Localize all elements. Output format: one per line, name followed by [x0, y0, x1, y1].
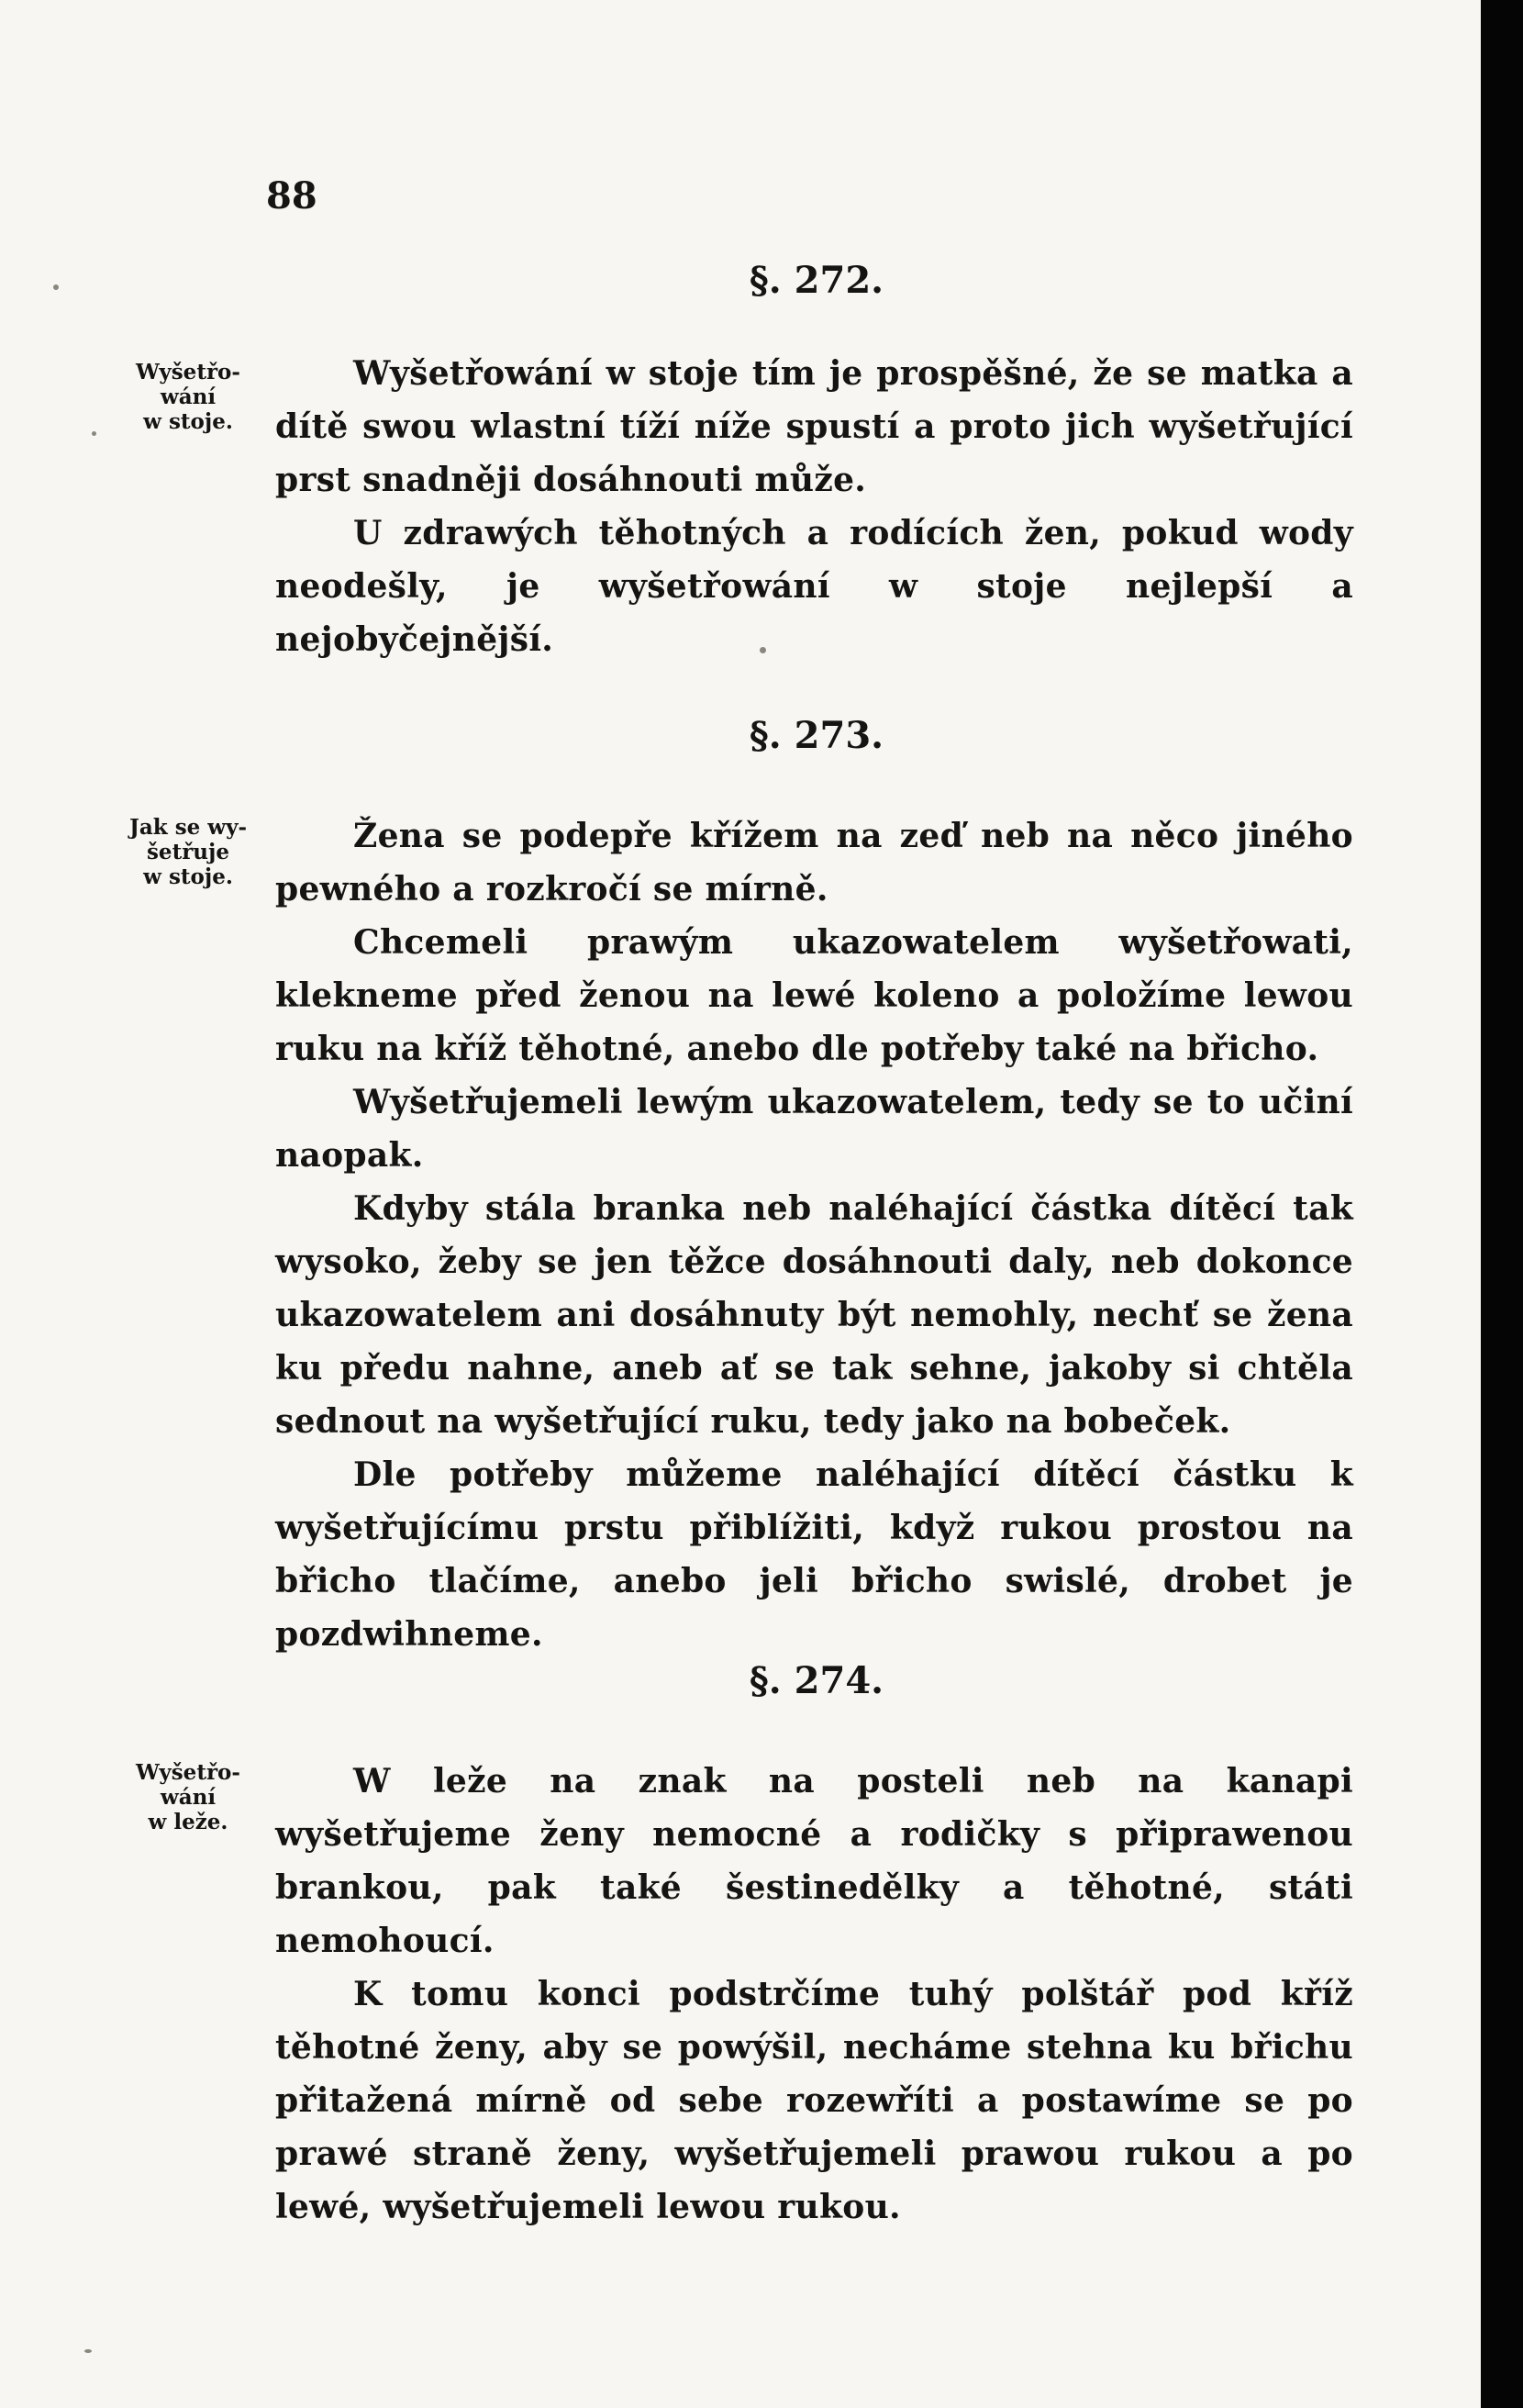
paragraph: Wyšetřowání w stoje tím je prospěšné, že se matka a dítě swou wlastní tíží níže spustí a proto jich wyšetřující prst snadněji dosáhnouti může.	[275, 354, 1353, 499]
paragraph: Dle potřeby můžeme naléhající dítěcí částku k wyšetřujícímu prstu přiblížiti, když rukou prostou na břicho tlačíme, anebo jeli břicho swislé, drobet je pozdwihneme.	[275, 1455, 1353, 1654]
margin-note-line: w leže.	[148, 1810, 228, 1834]
section-heading-274: §. 274.	[749, 1659, 884, 1702]
paragraph: K tomu konci podstrčíme tuhý polštář pod kříž těhotné ženy, aby se powýšil, necháme stehna ku břichu přitažená mírně od sebe rozewříti a postawíme se po prawé straně ženy, wyšetřujemeli prawou rukou a po lewé, wyšetřujemeli lewou rukou.	[275, 1975, 1353, 2226]
page-number: 88	[266, 174, 317, 217]
margin-note-line: Wyšetřo-	[136, 360, 240, 385]
section-body-273	[275, 809, 1353, 1661]
paragraph: Wyšetřujemeli lewým ukazowatelem, tedy se to učiní naopak.	[275, 1083, 1353, 1175]
margin-note-273	[110, 815, 266, 889]
section-body-274	[275, 1755, 1353, 2234]
margin-note-line: Wyšetřo-	[136, 1760, 240, 1785]
scan-speck	[92, 431, 96, 436]
margin-note-line: wání	[160, 385, 217, 409]
margin-note-272	[110, 360, 266, 434]
section-body-272	[275, 347, 1353, 666]
scan-edge-band	[1481, 0, 1523, 2408]
margin-note-line: w stoje.	[143, 409, 233, 434]
paragraph: Žena se podepře křížem na zeď neb na něco jiného pewného a rozkročí se mírně.	[275, 817, 1353, 909]
scan-speck	[84, 2349, 92, 2353]
margin-note-line: Jak se wy-	[128, 815, 248, 840]
section-heading-272: §. 272.	[749, 259, 884, 302]
paragraph: W leže na znak na posteli neb na kanapi wyšetřujeme ženy nemocné a rodičky s připrawenou brankou, pak také šestinedělky a těhotné, státi nemohoucí.	[275, 1762, 1353, 1960]
margin-note-274	[110, 1760, 266, 1834]
section-heading-273: §. 273.	[749, 714, 884, 757]
margin-note-line: wání	[160, 1785, 217, 1810]
paragraph: U zdrawých těhotných a rodících žen, pokud wody neodešly, je wyšetřowání w stoje nejlepší a nejobyčejnější.	[275, 514, 1353, 659]
margin-note-line: šetřuje	[146, 840, 229, 864]
scan-speck	[53, 284, 59, 290]
scan-speck	[760, 647, 766, 653]
paragraph: Chcemeli prawým ukazowatelem wyšetřowati, klekneme před ženou na lewé koleno a položíme lewou ruku na kříž těhotné, anebo dle potřeby také na břicho.	[275, 923, 1353, 1068]
margin-note-line: w stoje.	[143, 864, 233, 889]
paragraph: Kdyby stála branka neb naléhající částka dítěcí tak wysoko, žeby se jen těžce dosáhnouti daly, neb dokonce ukazowatelem ani dosáhnuty být nemohly, nechť se žena ku předu nahne, aneb ať se tak sehne, jakoby si chtěla sednout na wyšetřující ruku, tedy jako na bobeček.	[275, 1189, 1353, 1441]
